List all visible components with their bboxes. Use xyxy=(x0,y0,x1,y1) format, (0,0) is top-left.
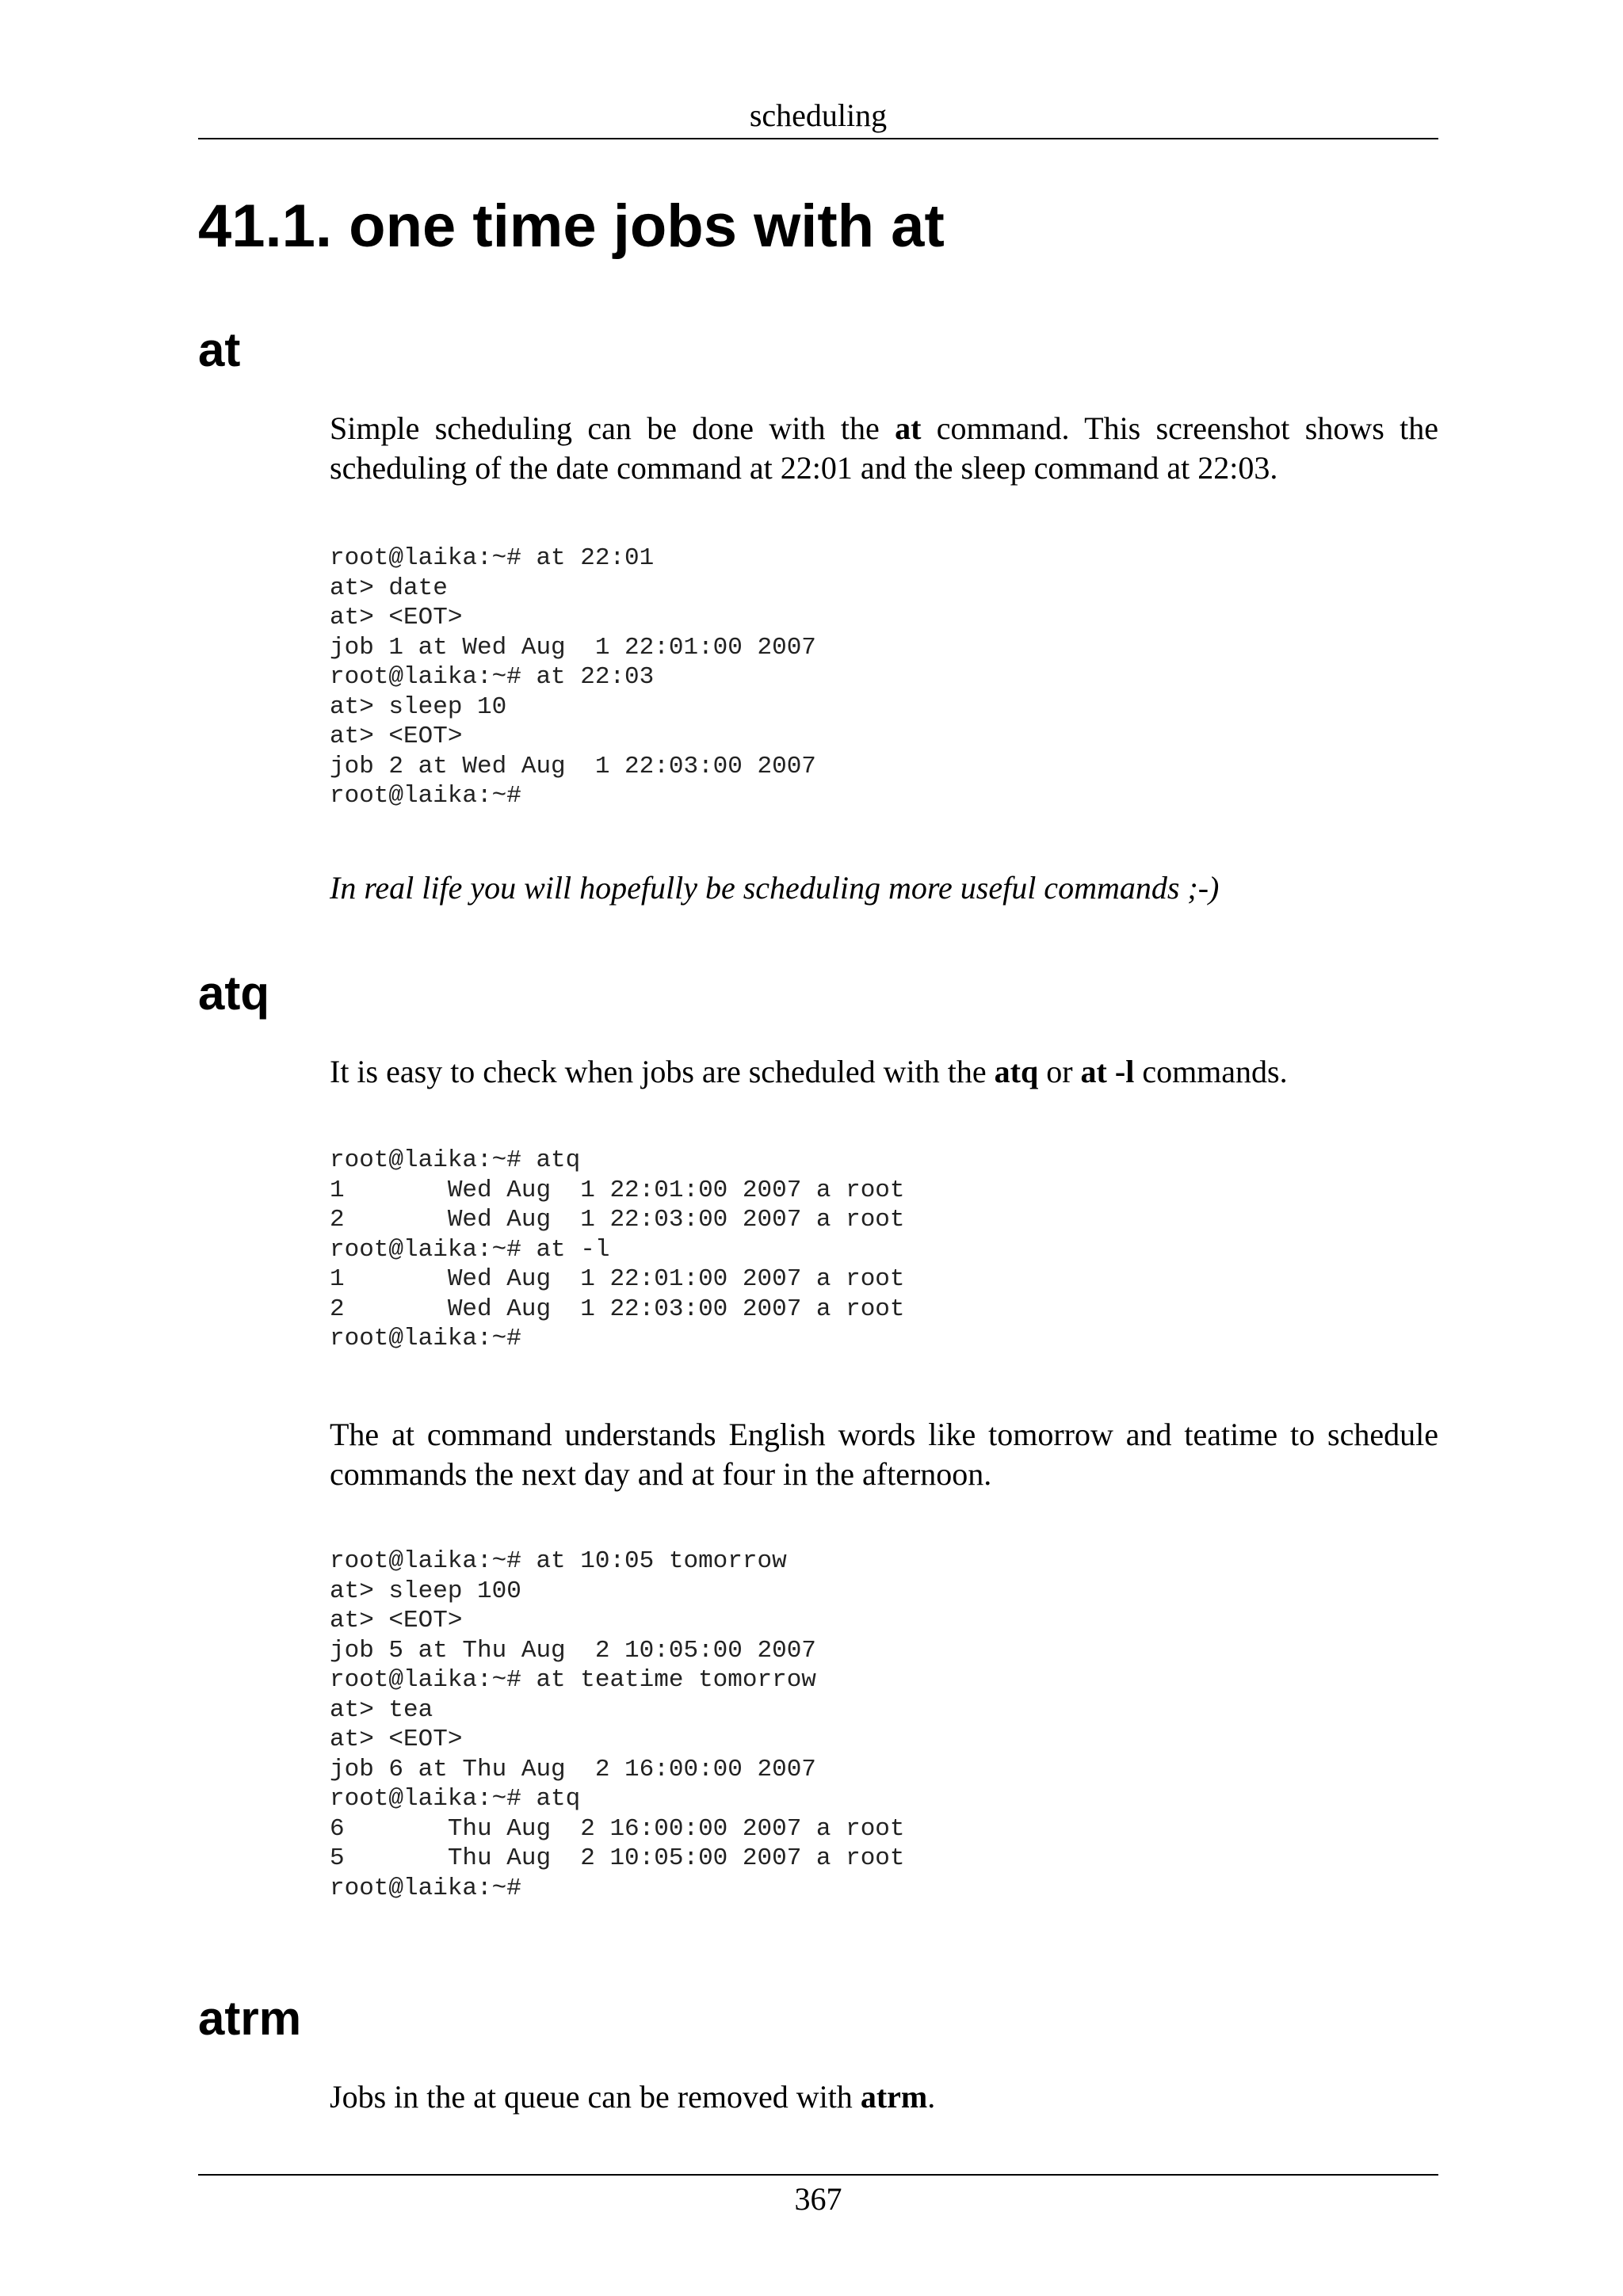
atq-code-block: root@laika:~# atq 1 Wed Aug 1 22:01:00 2007 a root 2 Wed Aug 1 22:03:00 2007 a root root@laika:~# at -l 1 Wed Aug 1 22:01:00 2007 a root 2 Wed Aug 1 22:03:00 2007 a root root@laika:~# xyxy=(330,1146,905,1352)
chapter-title: 41.1. one time jobs with at xyxy=(198,193,945,260)
section-title-atq: atq xyxy=(198,967,269,1020)
atq-intro-text-1: It is easy to check when jobs are scheduled with the xyxy=(330,1054,995,1089)
at-intro-text-2: command. This screenshot shows the scheduling of the date command at 22:01 and the sleep command at 22:03. xyxy=(330,410,1439,486)
page-number: 367 xyxy=(794,2181,842,2217)
at-intro-command: at xyxy=(895,410,922,446)
running-header: scheduling xyxy=(749,97,888,133)
at-intro-paragraph xyxy=(330,409,1438,488)
atrm-intro-paragraph xyxy=(330,2077,1438,2117)
footer-rule xyxy=(198,2174,1438,2176)
atq-intro-text-2: or xyxy=(1038,1054,1081,1089)
section-title-at: at xyxy=(198,323,241,376)
atq-intro-command-1: atq xyxy=(994,1054,1039,1089)
atq-paragraph-2: The at command understands English words like tomorrow and teatime to schedule commands the next day and at four in the afternoon. xyxy=(330,1417,1438,1492)
atrm-intro-command: atrm xyxy=(860,2079,928,2115)
atrm-intro-text-1: Jobs in the at queue can be removed with xyxy=(330,2079,861,2115)
atq-intro-text-3: commands. xyxy=(1134,1054,1288,1089)
at-intro-text-1: Simple scheduling can be done with the xyxy=(330,410,896,446)
at-note: In real life you will hopefully be scheduling more useful commands ;-) xyxy=(330,870,1220,906)
atq-intro-paragraph xyxy=(330,1052,1438,1092)
header-rule xyxy=(198,138,1438,139)
atrm-intro-text-2: . xyxy=(927,2079,936,2115)
atq-intro-command-2: at -l xyxy=(1080,1054,1135,1089)
atq-code-block-2: root@laika:~# at 10:05 tomorrow at> sleep 100 at> <EOT> job 5 at Thu Aug 2 10:05:00 2007 root@laika:~# at teatime tomorrow at> tea at> <EOT> job 6 at Thu Aug 2 16:00:00 2007 root@laika:~# atq 6 Thu Aug 2 16:00:00 2007 a root 5 Thu Aug 2 10:05:00 2007 a root root@laika:~# xyxy=(330,1547,905,1902)
at-code-block: root@laika:~# at 22:01 at> date at> <EOT> job 1 at Wed Aug 1 22:01:00 2007 root@laika:~# at 22:03 at> sleep 10 at> <EOT> job 2 at Wed Aug 1 22:03:00 2007 root@laika:~# xyxy=(330,544,816,810)
section-title-atrm: atrm xyxy=(198,1992,302,2045)
